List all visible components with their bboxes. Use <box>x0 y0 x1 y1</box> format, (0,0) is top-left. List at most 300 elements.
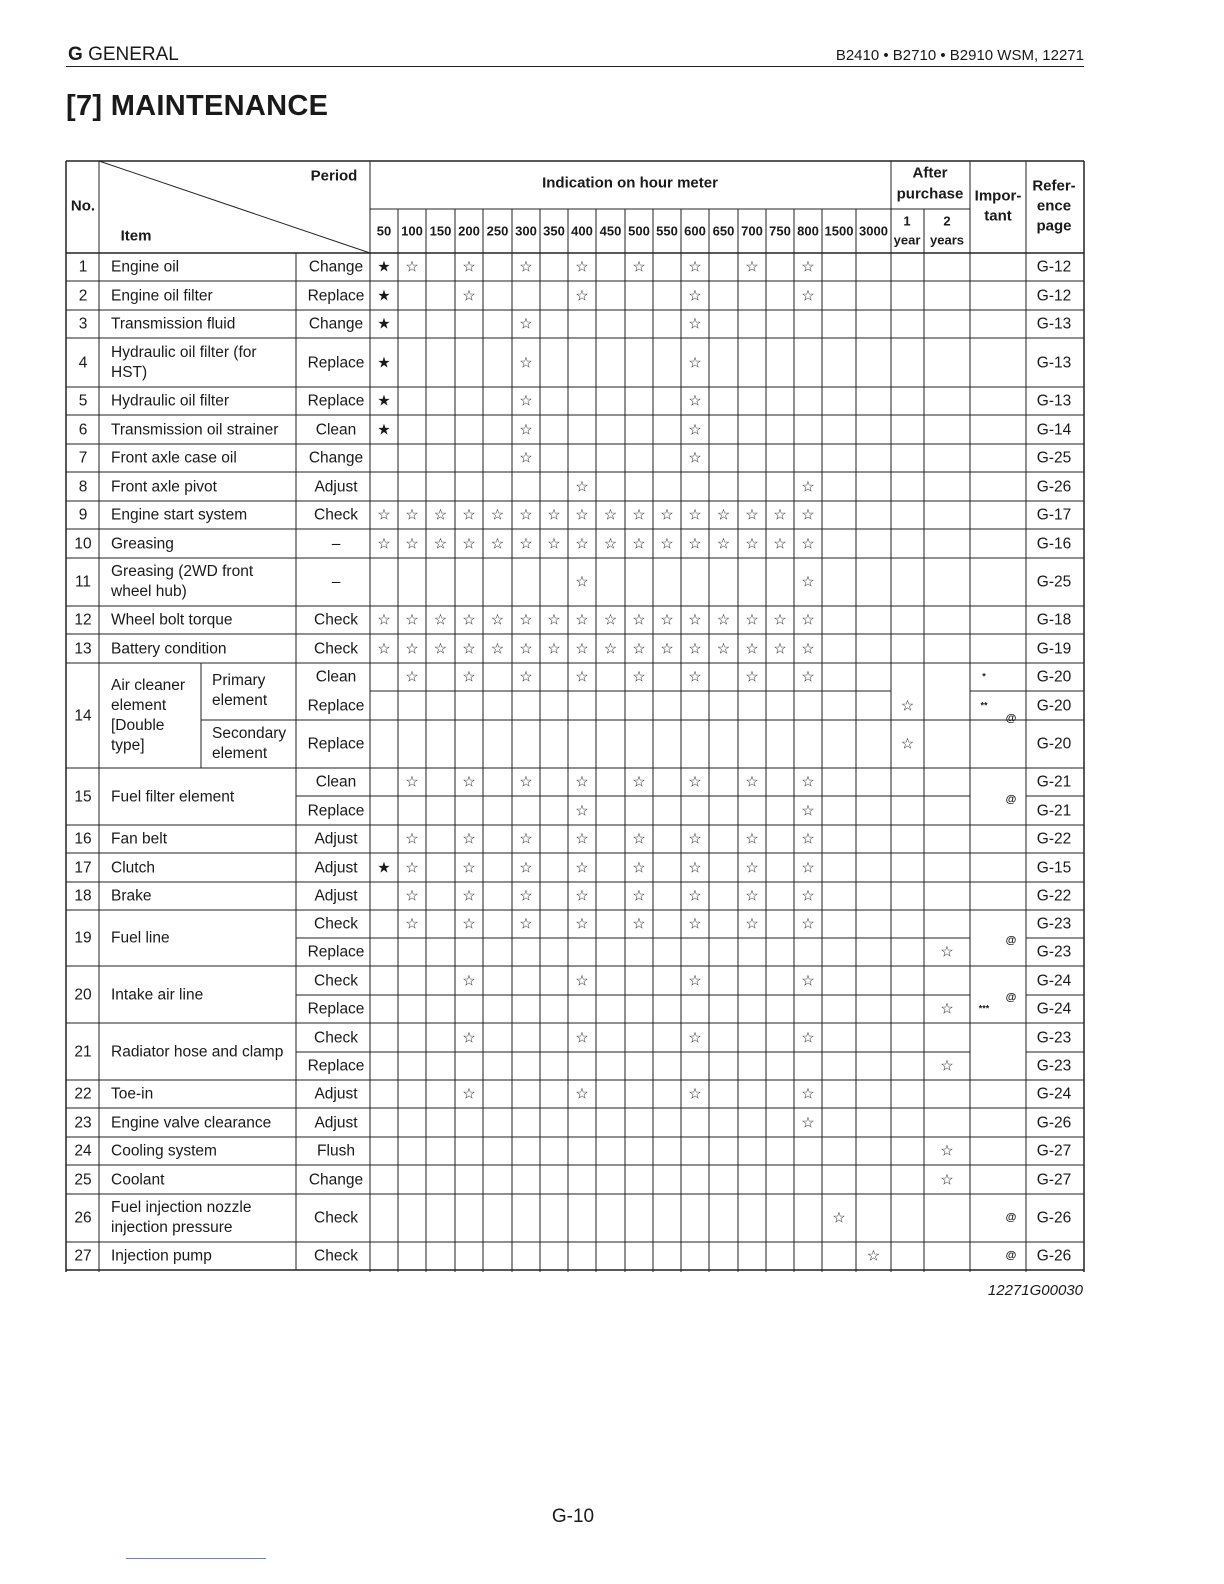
row-period: Change <box>308 1170 364 1188</box>
header-year: year <box>893 232 921 248</box>
open-star-mark: ☆ <box>575 915 589 933</box>
open-star-mark: ☆ <box>716 535 731 552</box>
open-star-mark: ☆ <box>575 258 589 276</box>
open-star-mark: ☆ <box>462 640 476 657</box>
open-star-mark: ☆ <box>632 859 646 876</box>
header-hour: 500 <box>628 223 650 239</box>
open-star-mark: ☆ <box>801 258 815 276</box>
header-hour: 350 <box>543 223 565 239</box>
open-star-mark: ☆ <box>688 506 702 524</box>
reference-page: G-23 <box>1036 943 1072 961</box>
row-number: 13 <box>74 639 92 657</box>
filled-star-mark: ★ <box>377 287 391 304</box>
row-number: 7 <box>78 449 88 467</box>
open-star-mark: ☆ <box>900 735 915 753</box>
open-star-mark: ☆ <box>575 478 589 495</box>
open-star-mark: ☆ <box>688 859 702 876</box>
reference-page: G-12 <box>1036 258 1072 276</box>
open-star-mark: ☆ <box>940 1000 954 1018</box>
row-item: Greasing <box>111 534 174 552</box>
row-item: Engine start system <box>111 506 248 524</box>
row-period: Check <box>314 1028 358 1046</box>
row-item: Hydraulic oil filter (for HST) <box>111 343 257 381</box>
open-star-mark: ☆ <box>519 773 533 791</box>
open-star-mark: ☆ <box>462 972 476 989</box>
filled-star-mark: ★ <box>377 859 391 876</box>
row-period: Change <box>308 449 364 467</box>
open-star-mark: ☆ <box>462 1085 476 1103</box>
open-star-mark: ☆ <box>801 611 815 629</box>
open-star-mark: ☆ <box>603 535 618 552</box>
open-star-mark: ☆ <box>433 640 448 657</box>
open-star-mark: ☆ <box>405 611 419 629</box>
header-years: years <box>930 232 964 248</box>
open-star-mark: ☆ <box>405 773 419 791</box>
row-period: Adjust <box>314 830 358 848</box>
reference-page: G-25 <box>1036 449 1072 467</box>
row-period: Change <box>308 258 364 276</box>
open-star-mark: ☆ <box>575 830 589 848</box>
open-star-mark: ☆ <box>660 640 674 657</box>
open-star-mark: ☆ <box>632 915 646 933</box>
open-star-mark: ☆ <box>575 287 589 304</box>
row-period: Replace <box>307 801 365 819</box>
reference-page: G-20 <box>1036 668 1072 686</box>
header-hour: 800 <box>797 223 819 239</box>
open-star-mark: ☆ <box>575 887 589 905</box>
row-number: 11 <box>74 573 92 591</box>
row-item: Front axle pivot <box>111 477 217 495</box>
open-star-mark: ☆ <box>688 972 702 989</box>
row-period: Replace <box>307 286 365 304</box>
row-number: 24 <box>74 1142 92 1160</box>
open-star-mark: ☆ <box>801 668 815 686</box>
row-number: 2 <box>78 286 88 304</box>
filled-star-mark: ★ <box>377 354 391 371</box>
row-item: Battery condition <box>111 639 227 657</box>
open-star-mark: ☆ <box>377 611 391 629</box>
row-period: Check <box>314 639 358 657</box>
header-indication: Indication on hour meter <box>542 174 718 192</box>
row-item: Fan belt <box>111 830 168 848</box>
open-star-mark: ☆ <box>632 887 646 905</box>
open-star-mark: ☆ <box>773 535 787 552</box>
open-star-mark: ☆ <box>575 972 589 989</box>
open-star-mark: ☆ <box>660 535 674 552</box>
open-star-mark: ☆ <box>575 773 589 791</box>
open-star-mark: ☆ <box>462 611 476 629</box>
reference-page: G-14 <box>1036 420 1072 438</box>
open-star-mark: ☆ <box>547 506 561 524</box>
row-period: Replace <box>307 1057 365 1075</box>
open-star-mark: ☆ <box>462 1029 476 1046</box>
row-subitem: Secondary element <box>212 725 287 762</box>
open-star-mark: ☆ <box>688 449 702 467</box>
header-2: 2 <box>943 213 951 229</box>
open-star-mark: ☆ <box>866 1247 881 1265</box>
open-star-mark: ☆ <box>801 915 815 933</box>
row-number: 9 <box>78 506 88 524</box>
open-star-mark: ☆ <box>490 506 505 524</box>
open-star-mark: ☆ <box>405 535 419 552</box>
reference-page: G-27 <box>1036 1170 1072 1188</box>
open-star-mark: ☆ <box>716 640 731 657</box>
row-item: Air cleaner element [Double type] <box>111 676 186 754</box>
open-star-mark: ☆ <box>433 506 448 524</box>
page-number: G-10 <box>551 1506 595 1527</box>
header-hour: 150 <box>429 223 452 239</box>
open-star-mark: ☆ <box>801 640 815 657</box>
row-number: 27 <box>74 1247 92 1265</box>
open-star-mark: ☆ <box>519 859 533 876</box>
open-star-mark: ☆ <box>575 668 589 686</box>
open-star-mark: ☆ <box>405 915 419 933</box>
row-number: 16 <box>74 830 92 848</box>
figure-code: 12271G00030 <box>987 1282 1083 1299</box>
row-item: Intake air line <box>111 985 204 1003</box>
row-period: Replace <box>307 392 365 410</box>
open-star-mark: ☆ <box>632 535 646 552</box>
open-star-mark: ☆ <box>745 859 759 876</box>
open-star-mark: ☆ <box>519 611 533 629</box>
header-hour: 1500 <box>824 223 854 239</box>
row-period: Replace <box>307 696 365 714</box>
important-mark: @ <box>1005 991 1017 1003</box>
header-hour: 100 <box>401 223 423 239</box>
open-star-mark: ☆ <box>462 506 476 524</box>
important-note: ** <box>980 700 988 710</box>
open-star-mark: ☆ <box>575 1029 589 1046</box>
open-star-mark: ☆ <box>801 573 815 591</box>
open-star-mark: ☆ <box>688 421 702 438</box>
reference-page: G-26 <box>1036 1113 1072 1131</box>
row-number: 8 <box>78 477 88 495</box>
row-period: Adjust <box>314 477 358 495</box>
reference-page: G-24 <box>1036 1000 1072 1018</box>
header-hour: 600 <box>684 223 706 239</box>
open-star-mark: ☆ <box>603 640 618 657</box>
header-hour: 650 <box>712 223 735 239</box>
open-star-mark: ☆ <box>462 287 476 304</box>
open-star-mark: ☆ <box>547 611 561 629</box>
open-star-mark: ☆ <box>632 668 646 686</box>
row-number: 18 <box>74 887 92 905</box>
open-star-mark: ☆ <box>603 611 618 629</box>
open-star-mark: ☆ <box>405 887 419 905</box>
open-star-mark: ☆ <box>832 1209 846 1227</box>
row-item: Wheel bolt torque <box>111 611 233 629</box>
reference-page: G-27 <box>1036 1142 1072 1160</box>
row-item: Radiator hose and clamp <box>111 1042 284 1060</box>
reference-page: G-19 <box>1036 639 1072 657</box>
open-star-mark: ☆ <box>688 668 702 686</box>
open-star-mark: ☆ <box>405 859 419 876</box>
row-period: Replace <box>307 1000 365 1018</box>
row-item: Greasing (2WD front wheel hub) <box>111 563 254 600</box>
row-period: Clean <box>315 420 357 438</box>
open-star-mark: ☆ <box>519 354 533 371</box>
reference-page: G-23 <box>1036 1028 1072 1046</box>
row-item: Coolant <box>111 1170 165 1188</box>
open-star-mark: ☆ <box>688 287 702 304</box>
page-title: [7] MAINTENANCE <box>66 90 329 122</box>
row-number: 1 <box>78 258 88 276</box>
open-star-mark: ☆ <box>575 859 589 876</box>
footer-link-line <box>126 1558 266 1559</box>
row-subitem: Primary element <box>212 672 268 709</box>
open-star-mark: ☆ <box>462 535 476 552</box>
open-star-mark: ☆ <box>462 887 476 905</box>
header-ence: ence <box>1036 197 1072 215</box>
important-mark: @ <box>1005 934 1017 947</box>
row-period: Replace <box>307 353 365 371</box>
open-star-mark: ☆ <box>575 506 589 524</box>
open-star-mark: ☆ <box>745 915 759 933</box>
row-period: Check <box>314 1247 358 1265</box>
row-period: – <box>331 573 341 591</box>
reference-page: G-23 <box>1036 1057 1072 1075</box>
open-star-mark: ☆ <box>900 697 915 714</box>
important-mark: @ <box>1005 1249 1017 1262</box>
filled-star-mark: ★ <box>377 421 391 438</box>
reference-page: G-17 <box>1036 506 1072 524</box>
open-star-mark: ☆ <box>688 354 702 371</box>
row-item: Injection pump <box>111 1247 212 1265</box>
open-star-mark: ☆ <box>377 640 391 657</box>
reference-page: G-26 <box>1036 1209 1072 1227</box>
important-mark: @ <box>1005 712 1017 724</box>
important-note: * <box>982 671 986 682</box>
reference-page: G-18 <box>1036 611 1072 629</box>
open-star-mark: ☆ <box>940 1142 954 1160</box>
open-star-mark: ☆ <box>519 449 533 467</box>
header-hour: 450 <box>599 223 622 239</box>
row-number: 21 <box>74 1042 92 1060</box>
row-number: 3 <box>78 315 88 333</box>
open-star-mark: ☆ <box>433 535 448 552</box>
reference-page: G-26 <box>1036 477 1072 495</box>
open-star-mark: ☆ <box>519 915 533 933</box>
row-number: 5 <box>78 392 88 410</box>
row-number: 23 <box>74 1113 92 1131</box>
row-number: 10 <box>74 534 92 552</box>
open-star-mark: ☆ <box>462 915 476 933</box>
filled-star-mark: ★ <box>377 258 391 276</box>
open-star-mark: ☆ <box>801 1029 815 1046</box>
row-number: 26 <box>74 1209 92 1227</box>
row-item: Hydraulic oil filter <box>111 392 230 410</box>
open-star-mark: ☆ <box>688 1085 702 1103</box>
open-star-mark: ☆ <box>940 1171 954 1188</box>
open-star-mark: ☆ <box>519 506 533 524</box>
section-letter: G <box>68 44 83 65</box>
reference-page: G-20 <box>1036 696 1072 714</box>
open-star-mark: ☆ <box>462 773 476 791</box>
reference-page: G-15 <box>1036 858 1072 876</box>
open-star-mark: ☆ <box>405 830 419 848</box>
open-star-mark: ☆ <box>688 887 702 905</box>
row-item: Transmission oil strainer <box>111 420 279 438</box>
row-period: Adjust <box>314 1085 358 1103</box>
open-star-mark: ☆ <box>801 887 815 905</box>
open-star-mark: ☆ <box>547 640 561 657</box>
open-star-mark: ☆ <box>745 611 759 629</box>
open-star-mark: ☆ <box>688 315 702 333</box>
open-star-mark: ☆ <box>745 887 759 905</box>
important-mark: @ <box>1005 793 1017 805</box>
row-item: Cooling system <box>111 1142 217 1160</box>
open-star-mark: ☆ <box>801 972 815 989</box>
row-period: Adjust <box>314 858 358 876</box>
header-hour: 50 <box>376 223 392 239</box>
row-period: Check <box>314 506 358 524</box>
open-star-mark: ☆ <box>462 668 476 686</box>
open-star-mark: ☆ <box>490 535 505 552</box>
important-mark: @ <box>1005 1211 1017 1224</box>
filled-star-mark: ★ <box>377 315 391 333</box>
open-star-mark: ☆ <box>773 506 787 524</box>
important-note: *** <box>978 1003 990 1014</box>
reference-page: G-20 <box>1036 735 1072 753</box>
row-period: Adjust <box>314 887 358 905</box>
open-star-mark: ☆ <box>688 1029 702 1046</box>
reference-page: G-22 <box>1036 887 1072 905</box>
header-tant: tant <box>984 207 1012 225</box>
header-reference: Refer- <box>1032 177 1076 195</box>
open-star-mark: ☆ <box>575 640 589 657</box>
open-star-mark: ☆ <box>519 887 533 905</box>
row-item: Toe-in <box>111 1085 154 1103</box>
open-star-mark: ☆ <box>688 258 702 276</box>
open-star-mark: ☆ <box>632 506 646 524</box>
reference-page: G-26 <box>1036 1247 1072 1265</box>
open-star-mark: ☆ <box>688 915 702 933</box>
open-star-mark: ☆ <box>462 258 476 276</box>
open-star-mark: ☆ <box>490 611 505 629</box>
reference-page: G-13 <box>1036 315 1072 333</box>
reference-page: G-13 <box>1036 353 1072 371</box>
row-period: Flush <box>317 1142 355 1160</box>
row-number: 4 <box>78 353 88 371</box>
row-period: Clean <box>315 668 357 686</box>
row-period: Replace <box>307 943 365 961</box>
row-period: Replace <box>307 735 365 753</box>
header-purchase: purchase <box>896 185 964 203</box>
open-star-mark: ☆ <box>716 611 731 629</box>
row-period: Clean <box>315 773 357 791</box>
open-star-mark: ☆ <box>801 830 815 848</box>
open-star-mark: ☆ <box>575 573 589 591</box>
model-info: B2410 • B2710 • B2910 WSM, 12271 <box>835 47 1084 64</box>
reference-page: G-21 <box>1036 773 1072 791</box>
header-hour: 300 <box>515 223 537 239</box>
open-star-mark: ☆ <box>575 802 589 819</box>
row-period: Check <box>314 971 358 989</box>
open-star-mark: ☆ <box>462 830 476 848</box>
open-star-mark: ☆ <box>688 640 702 657</box>
reference-page: G-23 <box>1036 915 1072 933</box>
open-star-mark: ☆ <box>405 668 419 686</box>
open-star-mark: ☆ <box>519 392 533 410</box>
header-page: page <box>1036 217 1072 235</box>
open-star-mark: ☆ <box>745 830 759 848</box>
open-star-mark: ☆ <box>632 258 646 276</box>
open-star-mark: ☆ <box>433 611 448 629</box>
reference-page: G-12 <box>1036 286 1072 304</box>
row-period: Check <box>314 915 358 933</box>
open-star-mark: ☆ <box>519 535 533 552</box>
reference-page: G-24 <box>1036 971 1072 989</box>
open-star-mark: ☆ <box>519 640 533 657</box>
row-item: Engine oil <box>111 258 180 276</box>
open-star-mark: ☆ <box>688 611 702 629</box>
open-star-mark: ☆ <box>801 478 815 495</box>
header-hour: 750 <box>769 223 791 239</box>
reference-page: G-25 <box>1036 573 1072 591</box>
header-no: No. <box>70 197 96 215</box>
open-star-mark: ☆ <box>745 773 759 791</box>
open-star-mark: ☆ <box>801 506 815 524</box>
row-item: Brake <box>111 887 152 905</box>
open-star-mark: ☆ <box>405 506 419 524</box>
row-number: 6 <box>78 420 88 438</box>
row-number: 22 <box>74 1085 92 1103</box>
open-star-mark: ☆ <box>490 640 505 657</box>
reference-page: G-16 <box>1036 534 1072 552</box>
reference-page: G-24 <box>1036 1085 1072 1103</box>
open-star-mark: ☆ <box>745 640 759 657</box>
open-star-mark: ☆ <box>519 830 533 848</box>
header-period: Period <box>310 167 358 185</box>
row-item: Fuel filter element <box>111 787 235 805</box>
open-star-mark: ☆ <box>377 506 391 524</box>
filled-star-mark: ★ <box>377 392 391 410</box>
row-item: Front axle case oil <box>111 449 237 467</box>
header-item: Item <box>120 227 152 245</box>
row-number: 15 <box>74 787 92 805</box>
header-hour: 3000 <box>859 223 888 239</box>
open-star-mark: ☆ <box>801 1114 815 1131</box>
header-hour: 250 <box>486 223 509 239</box>
open-star-mark: ☆ <box>801 802 815 819</box>
reference-page: G-21 <box>1036 801 1072 819</box>
open-star-mark: ☆ <box>688 392 702 410</box>
open-star-mark: ☆ <box>660 506 674 524</box>
open-star-mark: ☆ <box>575 611 589 629</box>
reference-page: G-22 <box>1036 830 1072 848</box>
header-after: After <box>912 164 948 182</box>
open-star-mark: ☆ <box>519 315 533 333</box>
open-star-mark: ☆ <box>773 611 787 629</box>
open-star-mark: ☆ <box>801 535 815 552</box>
open-star-mark: ☆ <box>801 287 815 304</box>
row-item: Engine oil filter <box>111 286 213 304</box>
row-period: – <box>331 534 341 552</box>
open-star-mark: ☆ <box>632 830 646 848</box>
open-star-mark: ☆ <box>745 258 759 276</box>
open-star-mark: ☆ <box>519 421 533 438</box>
open-star-mark: ☆ <box>519 258 533 276</box>
reference-page: G-13 <box>1036 392 1072 410</box>
header-hour: 200 <box>458 223 480 239</box>
open-star-mark: ☆ <box>801 859 815 876</box>
row-number: 12 <box>74 611 92 629</box>
row-period: Check <box>314 611 358 629</box>
row-item: Clutch <box>111 858 155 876</box>
open-star-mark: ☆ <box>632 640 646 657</box>
row-period: Change <box>308 315 364 333</box>
section-name: GENERAL <box>88 44 179 65</box>
